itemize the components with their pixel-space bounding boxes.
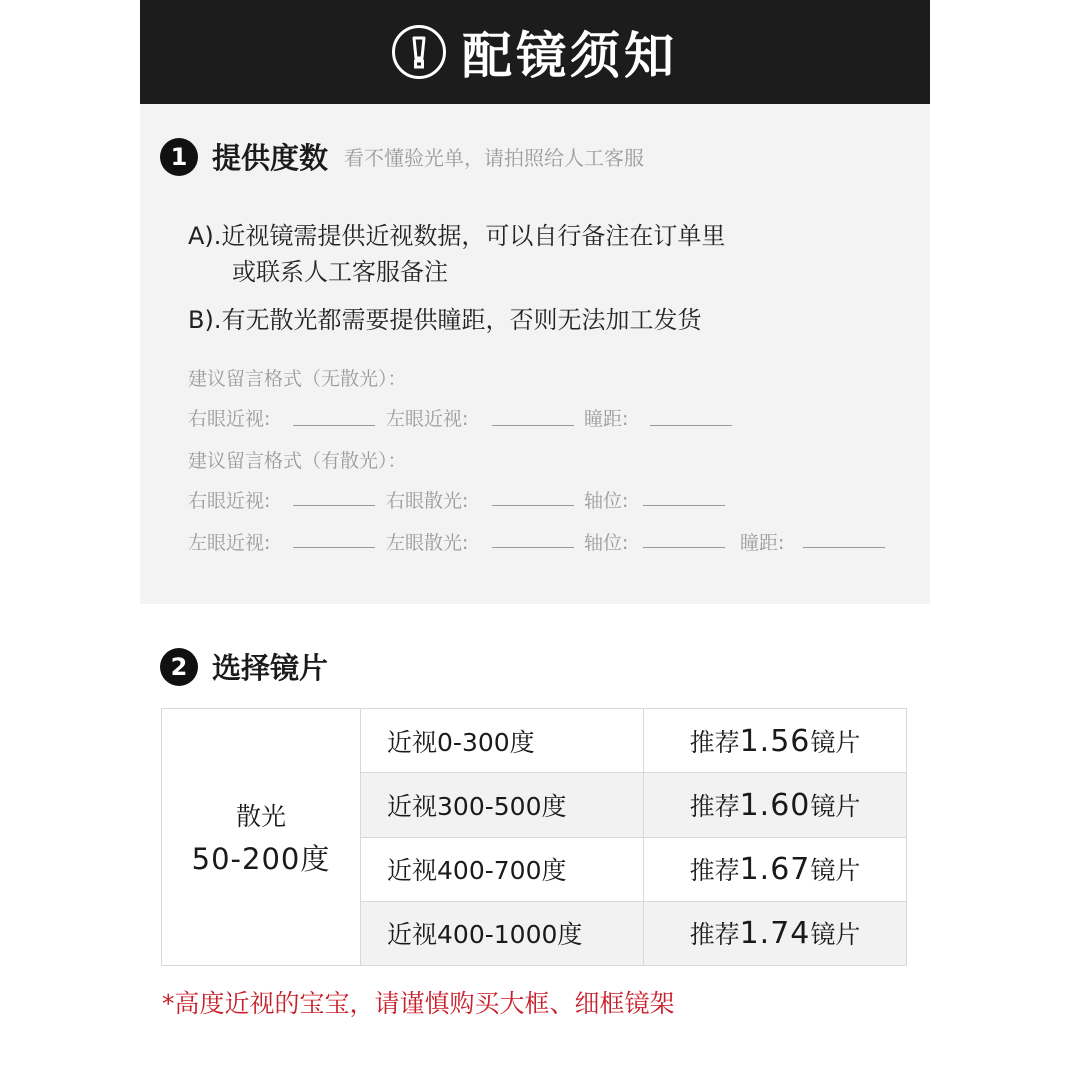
rec-suffix: 镜片 [810, 856, 861, 886]
section1-number-badge: 1 [160, 138, 198, 176]
section2-heading [160, 646, 328, 687]
blank-line [643, 547, 725, 548]
blank-line [650, 425, 732, 426]
blank-line [293, 425, 375, 426]
range-value: 400-700度 [437, 856, 567, 886]
table-row [162, 709, 907, 773]
page-header [140, 0, 930, 104]
format-label: 瞳距: [740, 532, 785, 554]
format-label: 轴位: [584, 532, 629, 554]
lens-recommendation-table [161, 708, 907, 966]
range-value: 300-500度 [437, 791, 567, 821]
page-title: 配镜须知 [462, 27, 678, 85]
format-label: 右眼散光: [386, 490, 469, 512]
lens-index: 1.74 [739, 916, 811, 952]
format-label: 右眼近视: [188, 490, 271, 512]
range-prefix: 近视 [387, 920, 438, 950]
rec-prefix: 推荐 [689, 856, 740, 886]
format-label: 右眼近视: [188, 408, 271, 430]
blank-line [803, 547, 885, 548]
section2-title: 选择镜片 [212, 651, 329, 685]
astigmatism-range: 50-200度 [191, 841, 331, 876]
section2-number-badge: 2 [160, 648, 198, 686]
format-label: 轴位: [584, 490, 629, 512]
blank-line [643, 505, 725, 506]
section1-subtitle: 看不懂验光单，请拍照给人工客服 [344, 146, 645, 170]
lens-recommendation-cell [644, 773, 907, 837]
rec-suffix: 镜片 [810, 791, 861, 821]
exclamation-circle-icon [392, 25, 446, 79]
range-prefix: 近视 [387, 727, 438, 757]
range-prefix: 近视 [387, 856, 438, 886]
lens-index: 1.60 [739, 787, 811, 823]
astigmatism-label: 散光 [235, 801, 286, 831]
format-no-astig-title: 建议留言格式（无散光）： [188, 368, 407, 390]
myopia-range-cell [361, 709, 644, 773]
lens-index: 1.56 [739, 723, 811, 759]
format-label: 左眼近视: [386, 408, 469, 430]
myopia-range-cell [361, 901, 644, 965]
section1-heading [160, 136, 644, 177]
myopia-range-cell [361, 773, 644, 837]
format-astig-title: 建议留言格式（有散光）： [188, 450, 407, 472]
lens-index: 1.67 [739, 852, 811, 888]
myopia-range-cell [361, 837, 644, 901]
range-prefix: 近视 [387, 791, 438, 821]
blank-line [492, 425, 574, 426]
rec-suffix: 镜片 [810, 727, 861, 757]
blank-line [293, 505, 375, 506]
item-a-line1: A).近视镜需提供近视数据，可以自行备注在订单里 [188, 222, 726, 250]
rec-prefix: 推荐 [689, 791, 740, 821]
lens-recommendation-cell [644, 837, 907, 901]
range-value: 0-300度 [437, 727, 535, 757]
section1-title: 提供度数 [212, 141, 329, 175]
astigmatism-cell [162, 709, 361, 966]
format-label: 左眼散光: [386, 532, 469, 554]
lens-recommendation-cell [644, 901, 907, 965]
range-value: 400-1000度 [437, 920, 583, 950]
blank-line [293, 547, 375, 548]
format-label: 左眼近视: [188, 532, 271, 554]
item-b: B).有无散光都需要提供瞳距，否则无法加工发货 [188, 306, 702, 334]
lens-recommendation-cell [644, 709, 907, 773]
high-myopia-warning: *高度近视的宝宝，请谨慎购买大框、细框镜架 [162, 989, 675, 1018]
rec-suffix: 镜片 [810, 920, 861, 950]
rec-prefix: 推荐 [689, 727, 740, 757]
item-a-line2: 或联系人工客服备注 [232, 258, 448, 286]
format-label: 瞳距: [584, 408, 629, 430]
rec-prefix: 推荐 [689, 920, 740, 950]
blank-line [492, 547, 574, 548]
blank-line [492, 505, 574, 506]
